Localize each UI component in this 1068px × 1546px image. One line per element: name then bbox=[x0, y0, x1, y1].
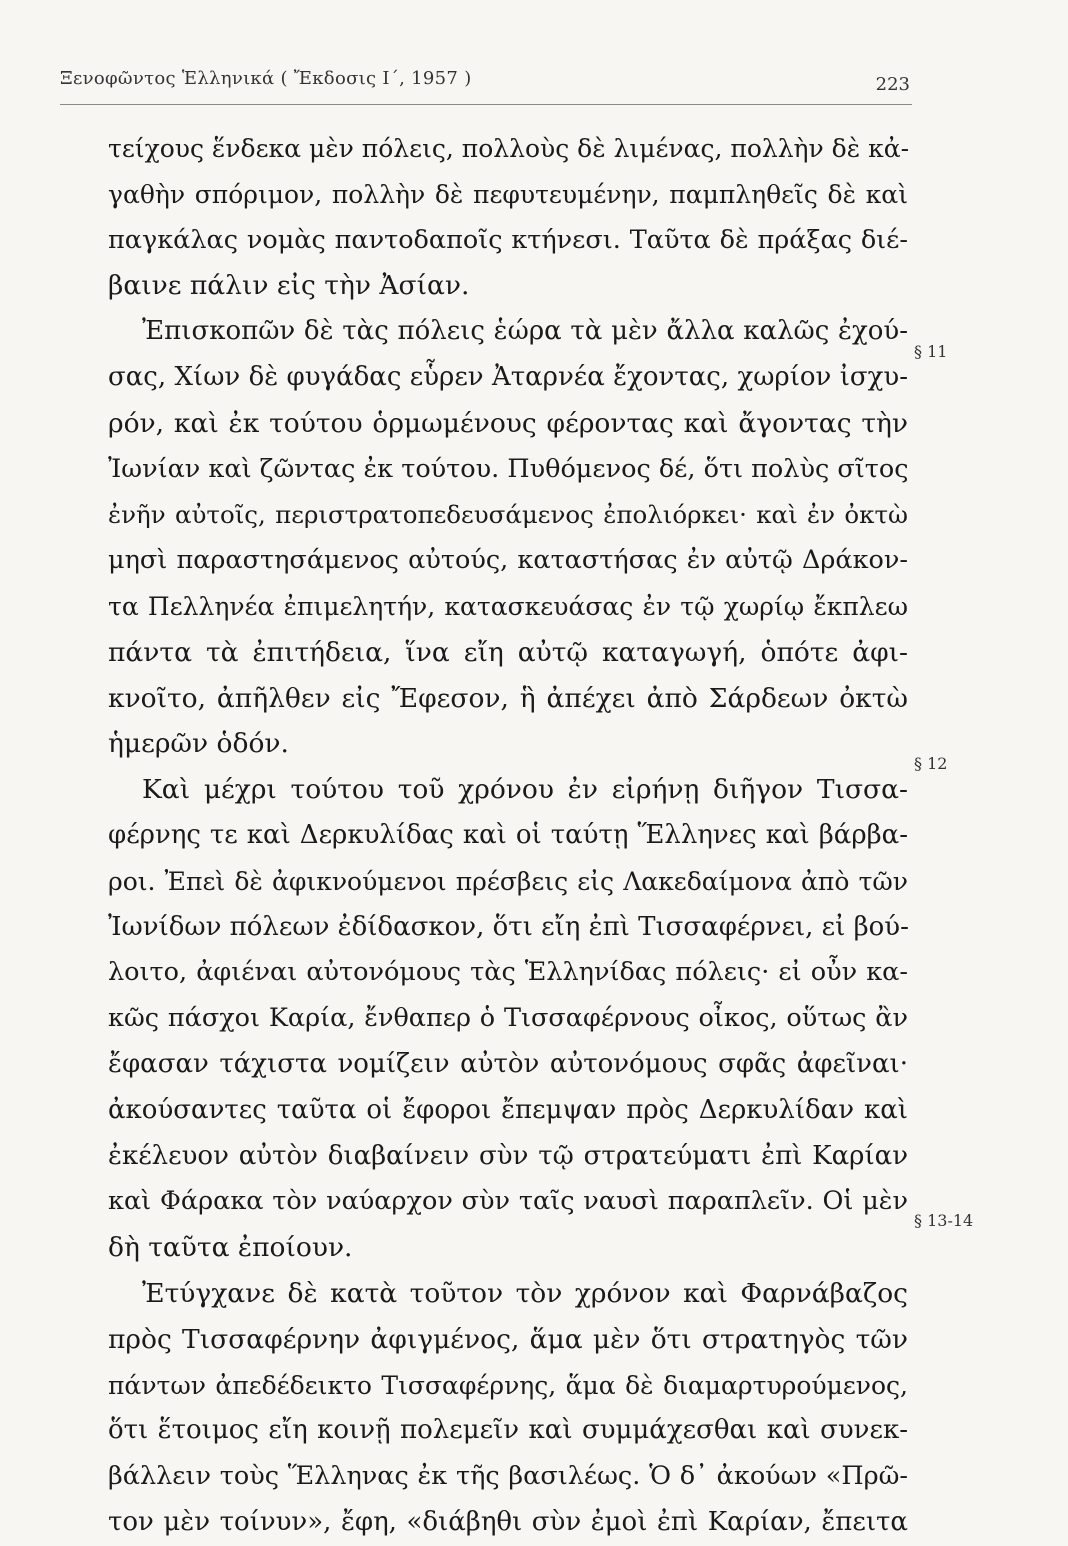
text-line: φέρνης τε καὶ Δερκυλίδας καὶ οἱ ταύτῃ Ἕλληνες καὶ βάρβα- bbox=[108, 819, 908, 850]
text-line: καὶ Φάρακα τὸν ναύαρχον σὺν ταῖς ναυσὶ παραπλεῖν. Οἱ μὲν bbox=[108, 1186, 908, 1217]
text-line: κνοῖτο, ἀπῆλθεν εἰς Ἔφεσον, ἣ ἀπέχει ἀπὸ Σάρδεων ὀκτὼ bbox=[108, 682, 908, 714]
text-line: μησὶ παραστησάμενος αὐτούς, καταστήσας ἐν αὐτῷ Δράκον- bbox=[108, 545, 908, 576]
text-line: λοιτο, ἀφιέναι αὐτονόμους τὰς Ἑλληνίδας πόλεις· εἰ οὖν κα- bbox=[108, 957, 908, 988]
text-line: ροι. Ἐπεὶ δὲ ἀφικνούμενοι πρέσβεις εἰς Λακεδαίμονα ἀπὸ τῶν bbox=[108, 866, 908, 896]
text-line: πάντων ἀπεδέδεικτο Τισσαφέρνης, ἅμα δὲ διαμαρτυρούμενος, bbox=[108, 1370, 908, 1400]
text-line: ρόν, καὶ ἐκ τούτου ὁρμωμένους φέροντας καὶ ἄγοντας τὴν bbox=[108, 407, 908, 439]
text-line: ἡμερῶν ὁδόν. bbox=[108, 728, 289, 760]
running-header bbox=[60, 66, 910, 94]
text-line: δὴ ταῦτα ἐποίουν. bbox=[108, 1232, 353, 1264]
text-line: Καὶ μέχρι τούτου τοῦ χρόνου ἐν εἰρήνῃ διῆγον Τισσα- bbox=[142, 774, 908, 806]
text-line: Ἰωνίαν καὶ ζῶντας ἐκ τούτου. Πυθόμενος δέ, ὅτι πολὺς σῖτος bbox=[108, 453, 909, 484]
page-number: 223 bbox=[875, 74, 910, 95]
text-line: βάλλειν τοὺς Ἕλληνας ἐκ τῆς βασιλέως. Ὁ δ᾽ ἀκούων «Πρῶ- bbox=[108, 1461, 908, 1492]
text-line: πρὸς Τισσαφέρνην ἀφιγμένος, ἅμα μὲν ὅτι στρατηγὸς τῶν bbox=[108, 1323, 908, 1355]
text-line: ἀκούσαντες ταῦτα οἱ ἔφοροι ἔπεμψαν πρὸς Δερκυλίδαν καὶ bbox=[108, 1094, 908, 1125]
text-line: τείχους ἕνδεκα μὲν πόλεις, πολλοὺς δὲ λιμένας, πολλὴν δὲ κἀ- bbox=[108, 134, 910, 163]
text-line: ἔφασαν τάχιστα νομίζειν αὐτὸν αὐτονόμους σφᾶς ἀφεῖναι· bbox=[108, 1048, 908, 1079]
text-line: σας, Χίων δὲ φυγάδας εὗρεν Ἀταρνέα ἔχοντας, χωρίον ἰσχυ- bbox=[108, 361, 908, 392]
text-line: τα Πελληνέα ἐπιμελητήν, κατασκευάσας ἐν τῷ χωρίῳ ἔκπλεω bbox=[108, 591, 908, 621]
text-line: ἐκέλευον αὐτὸν διαβαίνειν σὺν τῷ στρατεύματι ἐπὶ Καρίαν bbox=[108, 1140, 908, 1171]
margin-section-note: § 12 bbox=[914, 754, 948, 773]
text-line: βαινε πάλιν εἰς τὴν Ἀσίαν. bbox=[108, 270, 470, 302]
text-line: ἐνῆν αὐτοῖς, περιστρατοπεδευσάμενος ἐπολιόρκει· καὶ ἐν ὀκτὼ bbox=[108, 500, 908, 530]
text-line: κῶς πάσχοι Καρία, ἔνθαπερ ὁ Τισσαφέρνους οἶκος, οὕτως ἂν bbox=[108, 1003, 908, 1034]
text-line: Ἐπισκοπῶν δὲ τὰς πόλεις ἑώρα τὰ μὲν ἄλλα καλῶς ἐχού- bbox=[142, 316, 908, 347]
text-line: πάντα τὰ ἐπιτήδεια, ἵνα εἴη αὐτῷ καταγωγή, ὁπότε ἀφι- bbox=[108, 636, 908, 668]
margin-section-note: § 13-14 bbox=[914, 1211, 974, 1230]
text-line: τον μὲν τοίνυν», ἔφη, «διάβηθι σὺν ἐμοὶ ἐπὶ Καρίαν, ἔπειτα bbox=[108, 1506, 908, 1537]
running-title: Ξενοφῶντος Ἑλληνικά ( Ἔκδοσις Ι΄, 1957 ) bbox=[60, 68, 472, 89]
text-line: γαθὴν σπόριμον, πολλὴν δὲ πεφυτευμένην, παμπληθεῖς δὲ καὶ bbox=[108, 179, 908, 209]
body-text bbox=[108, 126, 908, 1546]
text-line: ὅτι ἕτοιμος εἴη κοινῇ πολεμεῖν καὶ συμμάχεσθαι καὶ συνεκ- bbox=[108, 1415, 908, 1446]
margin-section-note: § 11 bbox=[914, 342, 948, 361]
text-line: Ἐτύγχανε δὲ κατὰ τοῦτον τὸν χρόνον καὶ Φαρνάβαζος bbox=[142, 1277, 908, 1309]
text-line: Ἰωνίδων πόλεων ἐδίδασκον, ὅτι εἴη ἐπὶ Τισσαφέρνει, εἰ βού- bbox=[108, 911, 909, 942]
header-rule bbox=[60, 104, 912, 105]
text-line: παγκάλας νομὰς παντοδαποῖς κτήνεσι. Ταῦτα δὲ πράξας διέ- bbox=[108, 224, 908, 255]
